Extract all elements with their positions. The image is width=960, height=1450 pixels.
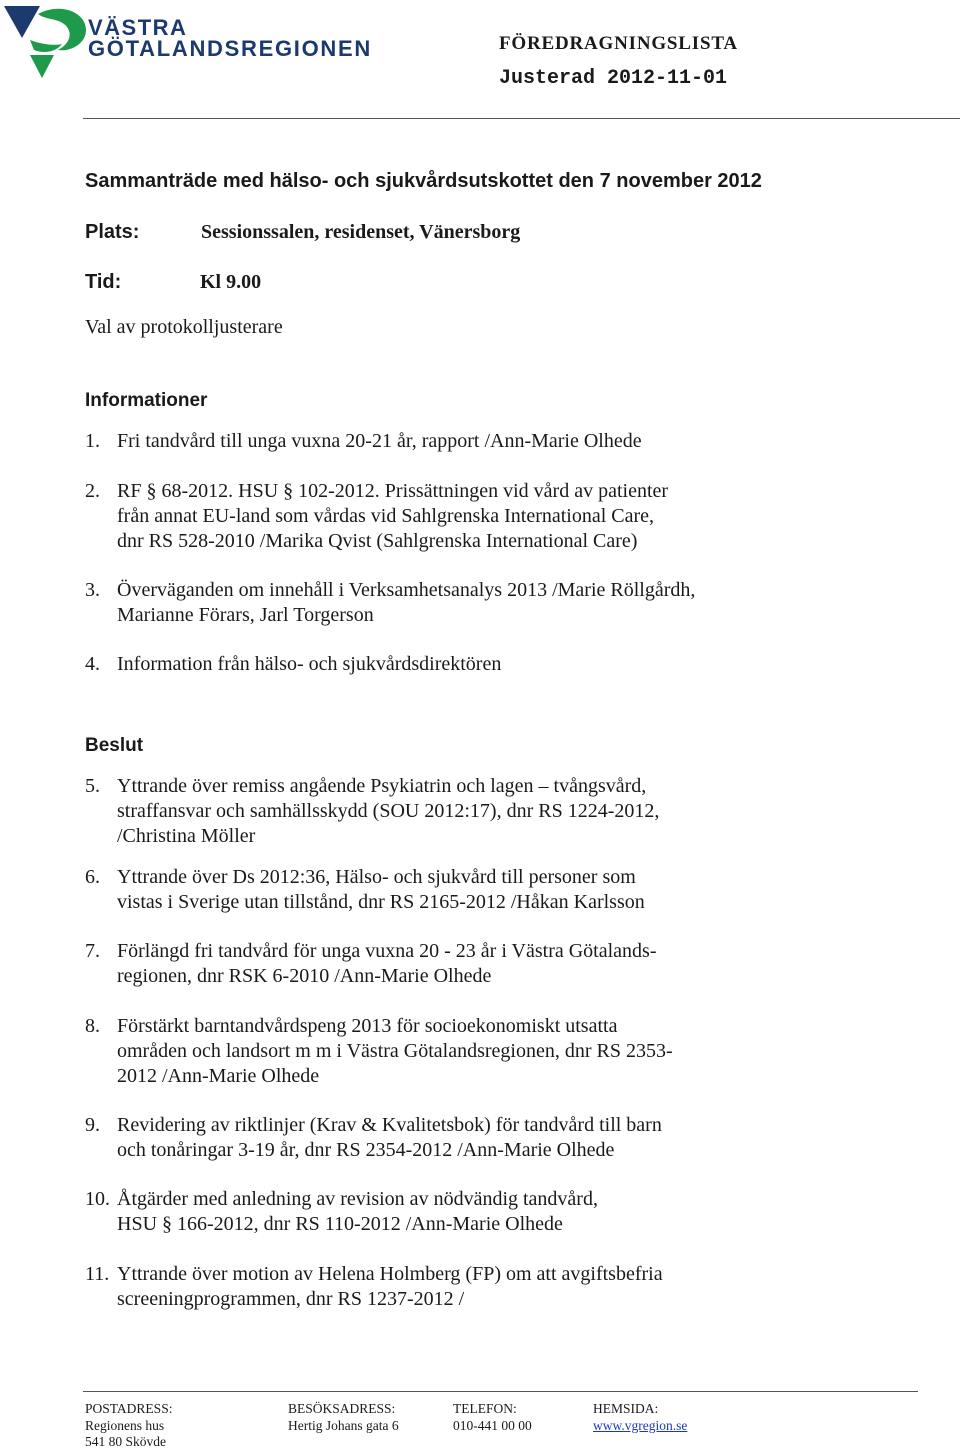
agenda-item-text: Revidering av riktlinjer (Krav & Kvalitetsbok) för tandvård till barn och tonåringar 3-19 år, dnr RS 2354-2012 /Ann-Marie Olhede xyxy=(117,1114,662,1161)
footer-postal-label: POSTADRESS: xyxy=(85,1401,173,1416)
footer-postal-line2: 541 80 Skövde xyxy=(85,1434,166,1449)
agenda-item-text: Yttrande över Ds 2012:36, Hälso- och sjukvård till personer som vistas i Sverige utan tillstånd, dnr RS 2165-2012 /Håkan Karlsson xyxy=(117,866,645,913)
agenda-item-number: 5. xyxy=(85,775,100,797)
footer-web-label: HEMSIDA: xyxy=(593,1401,659,1416)
agenda-item-number: 11. xyxy=(85,1263,110,1285)
footer-visit xyxy=(288,1401,399,1434)
agenda-item-number: 1. xyxy=(85,430,100,452)
time-value: Kl 9.00 xyxy=(200,271,262,293)
footer-divider xyxy=(83,1391,918,1392)
footer-postal-line1: Regionens hus xyxy=(85,1417,165,1433)
agenda-item-number: 9. xyxy=(85,1114,100,1136)
agenda-item-text: Yttrande över remiss angående Psykiatrin och lagen – tvångsvård, straffansvar och samhällsskydd (SOU 2012:17), dnr RS 1224-2012, /Christina Möller xyxy=(117,775,660,847)
website-link[interactable]: www.vgregion.se xyxy=(593,1417,688,1433)
agenda-item-number: 3. xyxy=(85,579,100,601)
agenda-item-number: 4. xyxy=(85,653,100,675)
footer-web xyxy=(593,1401,687,1434)
agenda-item-text: Förstärkt barntandvårdspeng 2013 för socioekonomiskt utsatta områden och landsort m m i Västra Götalandsregionen, dnr RS 2353- 2012 /Ann-Marie Olhede xyxy=(117,1015,673,1087)
revised-date: Justerad 2012-11-01 xyxy=(499,67,728,90)
agenda-item-number: 2. xyxy=(85,480,100,502)
meeting-title: Sammanträde med hälso- och sjukvårdsutskottet den 7 november 2012 xyxy=(85,170,762,192)
agenda-item-text: Överväganden om innehåll i Verksamhetsanalys 2013 /Marie Röllgårdh, Marianne Förars, Jarl Torgerson xyxy=(117,579,696,626)
vgr-logo-mark-icon xyxy=(0,0,90,90)
footer-visit-label: BESÖKSADRESS: xyxy=(288,1401,396,1416)
agenda-item-text: RF § 68-2012. HSU § 102-2012. Prissättningen vid vård av patienter från annat EU-land som vårdas vid Sahlgrenska International Care, dnr RS 528-2010 /Marika Qvist (Sahlgrenska International Care) xyxy=(117,480,669,552)
time-label: Tid: xyxy=(85,271,122,293)
decisions-heading: Beslut xyxy=(85,735,144,756)
logo-line-2: GÖTALANDSREGIONEN xyxy=(88,36,372,61)
footer-visit-line1: Hertig Johans gata 6 xyxy=(288,1417,399,1433)
agenda-item-text: Yttrande över motion av Helena Holmberg (FP) om att avgiftsbefria screeningprogrammen, dnr RS 1237-2012 / xyxy=(117,1263,663,1310)
logo-line-1: VÄSTRA xyxy=(88,15,188,40)
document-type: FÖREDRAGNINGSLISTA xyxy=(499,33,738,54)
adjusters-text: Val av protokolljusterare xyxy=(85,316,283,338)
header-divider xyxy=(83,118,960,119)
place-value: Sessionssalen, residenset, Vänersborg xyxy=(201,221,521,243)
agenda-item-number: 10. xyxy=(85,1188,110,1210)
agenda-item-text: Information från hälso- och sjukvårdsdirektören xyxy=(117,653,502,675)
place-label: Plats: xyxy=(85,221,140,243)
footer-postal xyxy=(85,1401,172,1450)
vgr-logo xyxy=(0,0,370,90)
agenda-item-text: Fri tandvård till unga vuxna 20-21 år, rapport /Ann-Marie Olhede xyxy=(117,430,642,452)
agenda-item-number: 7. xyxy=(85,940,100,962)
agenda-item-text: Åtgärder med anledning av revision av nödvändig tandvård, HSU § 166-2012, dnr RS 110-2012 /Ann-Marie Olhede xyxy=(117,1188,598,1235)
informations-heading: Informationer xyxy=(85,390,208,411)
footer-phone xyxy=(453,1401,532,1434)
agenda-item-text: Förlängd fri tandvård för unga vuxna 20 - 23 år i Västra Götalands- regionen, dnr RSK 6-2010 /Ann-Marie Olhede xyxy=(117,940,657,987)
agenda-item-number: 8. xyxy=(85,1015,100,1037)
agenda-item-number: 6. xyxy=(85,866,100,888)
footer-phone-line1: 010-441 00 00 xyxy=(453,1417,532,1433)
footer-phone-label: TELEFON: xyxy=(453,1401,517,1416)
